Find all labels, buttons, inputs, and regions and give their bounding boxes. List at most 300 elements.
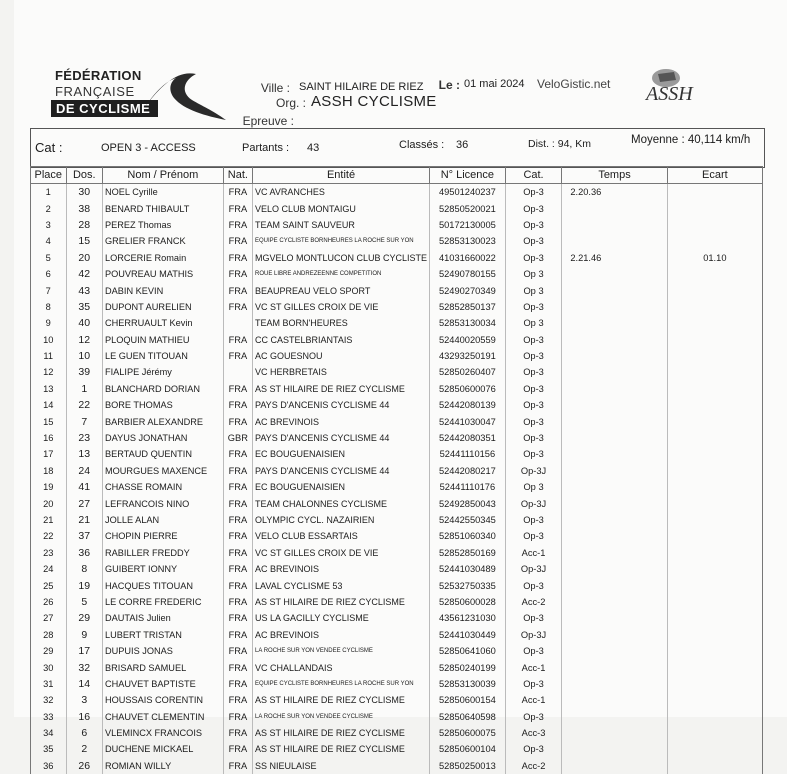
cell-nom: FIALIPE Jérémy: [103, 364, 224, 380]
cell-entite: AC BREVINOIS: [253, 413, 430, 429]
ville-label: Ville :: [260, 81, 290, 95]
cell-entite: TEAM CHALONNES CYCLISME: [253, 495, 430, 511]
col-nat: Nat.: [223, 167, 252, 184]
cell-dossard: 7: [66, 413, 103, 429]
cell-place: 2: [31, 200, 67, 216]
cell-licence: 52850520021: [430, 200, 506, 216]
cell-licence: 52440020559: [430, 332, 506, 348]
logo-line-1: FÉDÉRATION: [55, 68, 142, 83]
cell-cat: Acc-1: [505, 659, 562, 675]
ffc-logo: [45, 64, 235, 126]
cell-nom: HOUSSAIS CORENTIN: [103, 692, 224, 708]
org-value: ASSH CYCLISME: [311, 93, 437, 110]
cell-temps: [562, 725, 667, 741]
cell-ecart: 01.10: [667, 250, 762, 266]
table-row: [31, 397, 763, 413]
ffc-swoosh-icon: [140, 64, 230, 122]
cell-place: 14: [31, 397, 67, 413]
cell-cat: Op-3: [505, 250, 562, 266]
cell-place: 30: [31, 659, 67, 675]
cell-nat: FRA: [223, 299, 252, 315]
cat-label: Cat :: [35, 140, 63, 155]
cell-dossard: 22: [66, 397, 103, 413]
cell-place: 13: [31, 381, 67, 397]
cell-place: 21: [31, 512, 67, 528]
cell-entite: AC GOUESNOU: [253, 348, 430, 364]
cell-cat: Op-3: [505, 184, 562, 201]
cell-licence: 52441110176: [430, 479, 506, 495]
col-licence: N° Licence: [430, 167, 506, 184]
cell-ecart: [667, 725, 762, 741]
cell-nom: BRISARD SAMUEL: [103, 659, 224, 675]
cell-temps: [562, 545, 667, 561]
cell-temps: [562, 758, 667, 774]
table-header-row: [31, 167, 763, 184]
cell-dossard: 15: [66, 233, 103, 249]
table-row: [31, 282, 763, 298]
cell-cat: Op-3: [505, 709, 562, 725]
cell-ecart: [667, 364, 762, 380]
table-row: [31, 758, 763, 774]
cell-nom: POUVREAU MATHIS: [103, 266, 224, 282]
table-row: [31, 659, 763, 675]
table-row: [31, 495, 763, 511]
table-row: [31, 332, 763, 348]
cell-dossard: 10: [66, 348, 103, 364]
cell-temps: 2.21.46: [562, 250, 667, 266]
cell-temps: [562, 676, 667, 692]
cell-cat: Acc-1: [505, 545, 562, 561]
results-table: [30, 166, 763, 774]
cell-place: 12: [31, 364, 67, 380]
cell-place: 17: [31, 446, 67, 462]
cell-nom: DAYUS JONATHAN: [103, 430, 224, 446]
cell-temps: [562, 299, 667, 315]
cell-nat: FRA: [223, 250, 252, 266]
cell-entite: EC BOUGUENAISIEN: [253, 446, 430, 462]
cell-entite: TEAM SAINT SAUVEUR: [253, 217, 430, 233]
table-row: [31, 217, 763, 233]
cell-nom: BORE THOMAS: [103, 397, 224, 413]
cell-cat: Acc-2: [505, 594, 562, 610]
cell-entite: CC CASTELBRIANTAIS: [253, 332, 430, 348]
table-row: [31, 610, 763, 626]
cell-dossard: 20: [66, 250, 103, 266]
partants-value: 43: [307, 142, 320, 154]
cell-dossard: 9: [66, 627, 103, 643]
cell-licence: 52442080351: [430, 430, 506, 446]
cell-cat: Acc-1: [505, 692, 562, 708]
table-row: [31, 676, 763, 692]
cell-nom: GUIBERT IONNY: [103, 561, 224, 577]
cell-cat: Op 3: [505, 266, 562, 282]
cell-ecart: [667, 561, 762, 577]
cell-entite: EC BOUGUENAISIEN: [253, 479, 430, 495]
cell-licence: 49501240237: [430, 184, 506, 201]
cell-nat: FRA: [223, 266, 252, 282]
cell-entite: LA ROCHE SUR YON VENDEE CYCLISME: [253, 643, 430, 659]
cell-dossard: 29: [66, 610, 103, 626]
cell-dossard: 23: [66, 430, 103, 446]
table-row: [31, 561, 763, 577]
cell-ecart: [667, 577, 762, 593]
cell-licence: 52850240199: [430, 659, 506, 675]
cell-licence: 50172130005: [430, 217, 506, 233]
table-row: [31, 430, 763, 446]
table-row: [31, 725, 763, 741]
cell-cat: Op-3J: [505, 627, 562, 643]
cell-entite: EQUIPE CYCLISTE BORNHEURES LA ROCHE SUR YON: [253, 676, 430, 692]
cell-cat: Op-3: [505, 577, 562, 593]
cell-temps: [562, 315, 667, 331]
cell-place: 35: [31, 741, 67, 757]
table-row: [31, 528, 763, 544]
cell-nat: FRA: [223, 200, 252, 216]
cell-nat: FRA: [223, 545, 252, 561]
cell-licence: 52492850043: [430, 495, 506, 511]
table-row: [31, 446, 763, 462]
table-row: [31, 233, 763, 249]
cell-nom: CHAUVET CLEMENTIN: [103, 709, 224, 725]
cell-nom: ROMIAN WILLY: [103, 758, 224, 774]
cell-cat: Op-3: [505, 446, 562, 462]
cell-nat: FRA: [223, 282, 252, 298]
col-cat: Cat.: [505, 167, 562, 184]
cell-place: 6: [31, 266, 67, 282]
cell-temps: [562, 282, 667, 298]
cell-licence: 52852850137: [430, 299, 506, 315]
cell-ecart: [667, 676, 762, 692]
cell-place: 19: [31, 479, 67, 495]
cell-cat: Op-3: [505, 397, 562, 413]
cell-licence: 52850640598: [430, 709, 506, 725]
cell-cat: Op 3: [505, 479, 562, 495]
cell-ecart: [667, 446, 762, 462]
cell-ecart: [667, 463, 762, 479]
cell-ecart: [667, 397, 762, 413]
cell-ecart: [667, 545, 762, 561]
cell-cat: Op-3: [505, 528, 562, 544]
cell-ecart: [667, 217, 762, 233]
cell-nom: HACQUES TITOUAN: [103, 577, 224, 593]
cell-nat: FRA: [223, 610, 252, 626]
cell-temps: [562, 446, 667, 462]
cell-cat: Op-3: [505, 200, 562, 216]
cell-cat: Op-3: [505, 332, 562, 348]
cell-entite: AS ST HILAIRE DE RIEZ CYCLISME: [253, 725, 430, 741]
cell-temps: [562, 397, 667, 413]
cell-place: 1: [31, 184, 67, 201]
cell-temps: 2.20.36: [562, 184, 667, 201]
cell-ecart: [667, 594, 762, 610]
cell-entite: VC CHALLANDAIS: [253, 659, 430, 675]
table-row: [31, 364, 763, 380]
cell-ecart: [667, 430, 762, 446]
col-nom: Nom / Prénom: [103, 167, 224, 184]
average-speed: Moyenne : 40,114 km/h: [631, 134, 751, 146]
cell-licence: 52442080139: [430, 397, 506, 413]
cell-entite: AS ST HILAIRE DE RIEZ CYCLISME: [253, 594, 430, 610]
date-label: Le :: [438, 78, 460, 92]
cell-cat: Op-3: [505, 676, 562, 692]
cell-dossard: 13: [66, 446, 103, 462]
cell-nat: FRA: [223, 463, 252, 479]
cell-ecart: [667, 495, 762, 511]
cell-licence: 43293250191: [430, 348, 506, 364]
cell-nat: FRA: [223, 233, 252, 249]
table-row: [31, 348, 763, 364]
classes-value: 36: [456, 139, 469, 151]
cell-temps: [562, 413, 667, 429]
cell-dossard: 1: [66, 381, 103, 397]
cell-ecart: [667, 528, 762, 544]
race-info-bar: [30, 128, 765, 168]
cell-place: 28: [31, 627, 67, 643]
club-logo-icon: [640, 64, 730, 108]
cell-nom: LORCERIE Romain: [103, 250, 224, 266]
cell-nat: FRA: [223, 709, 252, 725]
table-row: [31, 479, 763, 495]
table-row: [31, 643, 763, 659]
cell-dossard: 43: [66, 282, 103, 298]
cell-entite: AC BREVINOIS: [253, 627, 430, 643]
cell-nat: FRA: [223, 577, 252, 593]
cell-temps: [562, 692, 667, 708]
cell-temps: [562, 332, 667, 348]
cell-entite: AC BREVINOIS: [253, 561, 430, 577]
cell-dossard: 32: [66, 659, 103, 675]
cell-licence: 41031660022: [430, 250, 506, 266]
cell-temps: [562, 594, 667, 610]
cell-nat: [223, 364, 252, 380]
cell-dossard: 42: [66, 266, 103, 282]
cell-nom: JOLLE ALAN: [103, 512, 224, 528]
cell-entite: VC AVRANCHES: [253, 184, 430, 201]
cell-entite: VC ST GILLES CROIX DE VIE: [253, 299, 430, 315]
cell-dossard: 40: [66, 315, 103, 331]
cell-entite: TEAM BORN'HEURES: [253, 315, 430, 331]
cell-ecart: [667, 381, 762, 397]
cell-temps: [562, 233, 667, 249]
cell-nom: CHERRUAULT Kevin: [103, 315, 224, 331]
cell-cat: Op-3: [505, 364, 562, 380]
cell-temps: [562, 577, 667, 593]
cell-ecart: [667, 627, 762, 643]
cell-dossard: 16: [66, 709, 103, 725]
cell-nat: FRA: [223, 561, 252, 577]
cell-place: 25: [31, 577, 67, 593]
cell-ecart: [667, 266, 762, 282]
table-row: [31, 250, 763, 266]
table-row: [31, 692, 763, 708]
cell-place: 24: [31, 561, 67, 577]
cell-entite: ROUE LIBRE ANDREZEENNE COMPETITION: [253, 266, 430, 282]
cell-ecart: [667, 348, 762, 364]
cell-nat: [223, 315, 252, 331]
cell-ecart: [667, 610, 762, 626]
cell-dossard: 3: [66, 692, 103, 708]
cell-place: 23: [31, 545, 67, 561]
cell-cat: Op-3: [505, 217, 562, 233]
cell-ecart: [667, 643, 762, 659]
cell-place: 22: [31, 528, 67, 544]
cell-licence: 52850600075: [430, 725, 506, 741]
cell-entite: AS ST HILAIRE DE RIEZ CYCLISME: [253, 692, 430, 708]
table-row: [31, 512, 763, 528]
table-row: [31, 545, 763, 561]
table-row: [31, 741, 763, 757]
cell-entite: VELO CLUB MONTAIGU: [253, 200, 430, 216]
col-ecart: Ecart: [667, 167, 762, 184]
epreuve-label: Epreuve :: [242, 114, 294, 128]
table-row: [31, 577, 763, 593]
cell-cat: Op-3: [505, 741, 562, 757]
cat-value: OPEN 3 - ACCESS: [101, 142, 196, 154]
cell-licence: 52853130023: [430, 233, 506, 249]
table-row: [31, 381, 763, 397]
cell-licence: 52850600076: [430, 381, 506, 397]
cell-nat: FRA: [223, 397, 252, 413]
cell-place: 36: [31, 758, 67, 774]
cell-place: 26: [31, 594, 67, 610]
logo-line-2: FRANÇAISE: [55, 84, 135, 99]
cell-place: 11: [31, 348, 67, 364]
cell-cat: Op-3: [505, 413, 562, 429]
cell-licence: 52441110156: [430, 446, 506, 462]
cell-place: 4: [31, 233, 67, 249]
cell-place: 20: [31, 495, 67, 511]
cell-nat: FRA: [223, 643, 252, 659]
cell-nom: CHOPIN PIERRE: [103, 528, 224, 544]
cell-entite: PAYS D'ANCENIS CYCLISME 44: [253, 463, 430, 479]
cell-cat: Op-3J: [505, 495, 562, 511]
cell-place: 15: [31, 413, 67, 429]
cell-dossard: 17: [66, 643, 103, 659]
cell-entite: OLYMPIC CYCL. NAZAIRIEN: [253, 512, 430, 528]
cell-ecart: [667, 659, 762, 675]
cell-entite: PAYS D'ANCENIS CYCLISME 44: [253, 430, 430, 446]
cell-dossard: 28: [66, 217, 103, 233]
cell-licence: 52850260407: [430, 364, 506, 380]
cell-dossard: 12: [66, 332, 103, 348]
cell-place: 9: [31, 315, 67, 331]
cell-temps: [562, 561, 667, 577]
classes-label: Classés :: [399, 139, 445, 151]
cell-nom: LUBERT TRISTAN: [103, 627, 224, 643]
table-row: [31, 266, 763, 282]
cell-cat: Op-3J: [505, 561, 562, 577]
cell-cat: Op-3: [505, 233, 562, 249]
cell-cat: Op-3: [505, 610, 562, 626]
cell-temps: [562, 643, 667, 659]
cell-licence: 52441030449: [430, 627, 506, 643]
cell-temps: [562, 217, 667, 233]
cell-entite: AS ST HILAIRE DE RIEZ CYCLISME: [253, 381, 430, 397]
cell-dossard: 8: [66, 561, 103, 577]
cell-nom: BERTAUD QUENTIN: [103, 446, 224, 462]
col-dossard: Dos.: [66, 167, 103, 184]
cell-temps: [562, 495, 667, 511]
cell-nat: FRA: [223, 528, 252, 544]
cell-place: 3: [31, 217, 67, 233]
cell-dossard: 24: [66, 463, 103, 479]
cell-dossard: 36: [66, 545, 103, 561]
cell-ecart: [667, 741, 762, 757]
cell-entite: PAYS D'ANCENIS CYCLISME 44: [253, 397, 430, 413]
cell-nom: LE GUEN TITOUAN: [103, 348, 224, 364]
cell-licence: 52441030047: [430, 413, 506, 429]
cell-temps: [562, 479, 667, 495]
cell-cat: Acc-3: [505, 725, 562, 741]
table-row: [31, 184, 763, 201]
cell-cat: Op-3: [505, 348, 562, 364]
cell-dossard: 5: [66, 594, 103, 610]
cell-nom: GRELIER FRANCK: [103, 233, 224, 249]
cell-dossard: 38: [66, 200, 103, 216]
cell-nom: CHASSE ROMAIN: [103, 479, 224, 495]
ville-value: SAINT HILAIRE DE RIEZ: [299, 81, 424, 93]
cell-temps: [562, 463, 667, 479]
cell-nom: MOURGUES MAXENCE: [103, 463, 224, 479]
cell-nom: BLANCHARD DORIAN: [103, 381, 224, 397]
cell-licence: 52853130034: [430, 315, 506, 331]
cell-licence: 52442550345: [430, 512, 506, 528]
cell-entite: AS ST HILAIRE DE RIEZ CYCLISME: [253, 741, 430, 757]
cell-ecart: [667, 512, 762, 528]
cell-nom: PLOQUIN MATHIEU: [103, 332, 224, 348]
cell-nat: FRA: [223, 413, 252, 429]
cell-nat: FRA: [223, 659, 252, 675]
cell-cat: Op 3: [505, 282, 562, 298]
cell-nat: FRA: [223, 479, 252, 495]
cell-dossard: 26: [66, 758, 103, 774]
cell-nat: FRA: [223, 741, 252, 757]
cell-nat: FRA: [223, 725, 252, 741]
cell-nom: BARBIER ALEXANDRE: [103, 413, 224, 429]
cell-nom: DUPONT AURELIEN: [103, 299, 224, 315]
cell-licence: 52850641060: [430, 643, 506, 659]
cell-licence: 52853130039: [430, 676, 506, 692]
cell-nat: FRA: [223, 446, 252, 462]
cell-ecart: [667, 332, 762, 348]
cell-dossard: 39: [66, 364, 103, 380]
cell-temps: [562, 348, 667, 364]
cell-entite: SS NIEULAISE: [253, 758, 430, 774]
cell-dossard: 41: [66, 479, 103, 495]
table-row: [31, 299, 763, 315]
cell-temps: [562, 528, 667, 544]
cell-nat: FRA: [223, 495, 252, 511]
col-temps: Temps: [562, 167, 667, 184]
cell-nat: FRA: [223, 217, 252, 233]
cell-cat: Op-3J: [505, 463, 562, 479]
cell-nat: FRA: [223, 594, 252, 610]
cell-licence: 52532750335: [430, 577, 506, 593]
cell-nom: BENARD THIBAULT: [103, 200, 224, 216]
cell-cat: Acc-2: [505, 758, 562, 774]
cell-nom: CHAUVET BAPTISTE: [103, 676, 224, 692]
cell-nom: DABIN KEVIN: [103, 282, 224, 298]
col-entite: Entité: [253, 167, 430, 184]
cell-ecart: [667, 200, 762, 216]
cell-temps: [562, 659, 667, 675]
cell-ecart: [667, 184, 762, 201]
cell-licence: 52850250013: [430, 758, 506, 774]
cell-ecart: [667, 413, 762, 429]
cell-nom: DUPUIS JONAS: [103, 643, 224, 659]
cell-cat: Op-3: [505, 512, 562, 528]
cell-entite: EQUIPE CYCLISTE BORNHEURES LA ROCHE SUR YON: [253, 233, 430, 249]
